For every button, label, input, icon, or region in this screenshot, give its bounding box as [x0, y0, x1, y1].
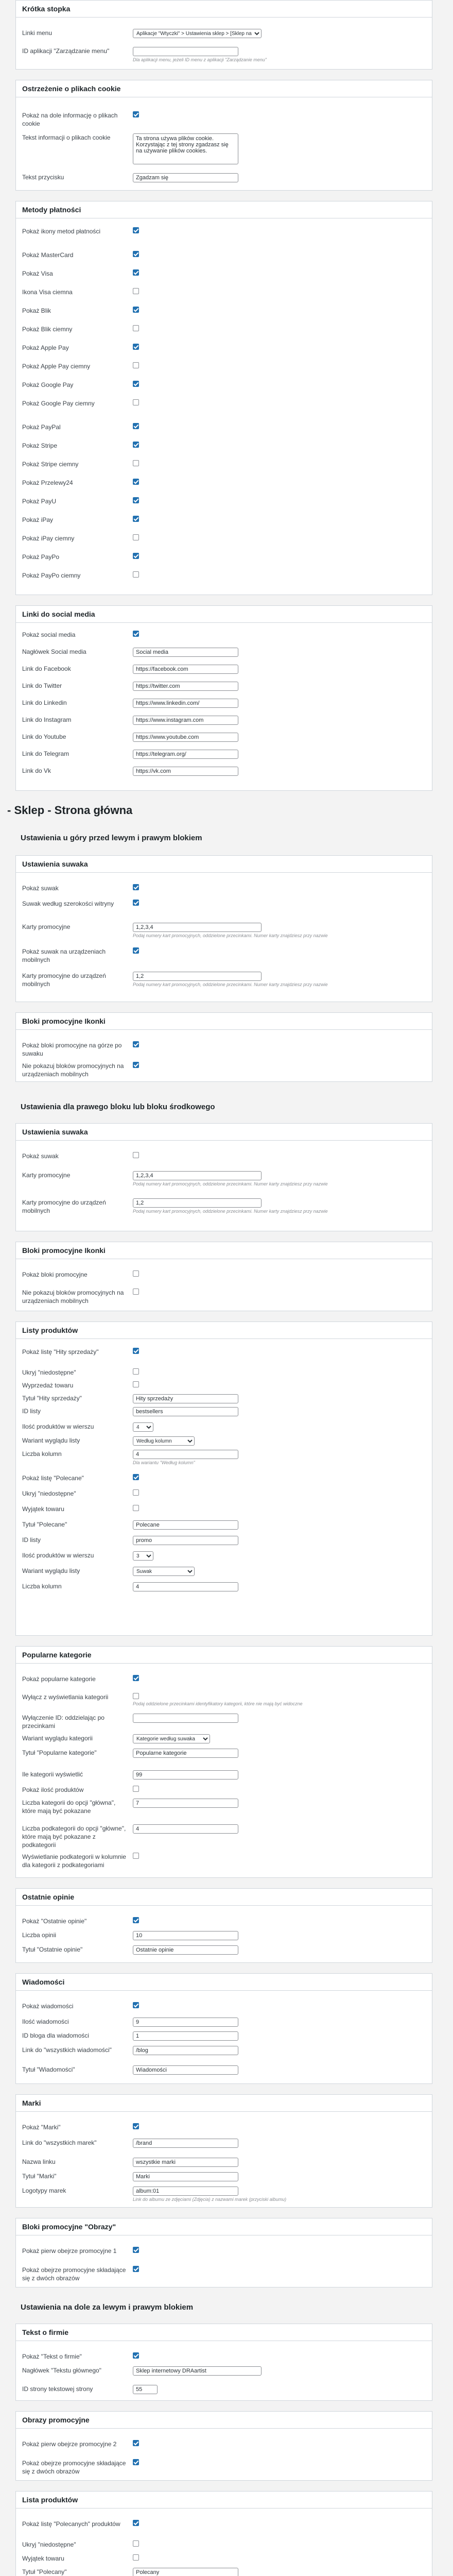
payment-row: [22, 399, 426, 407]
hits-out-checkbox[interactable]: [133, 1381, 139, 1387]
about-panel: [15, 2324, 432, 2401]
payment-label: Pokaż Stripe: [22, 442, 58, 449]
rec-count-label: Ilość produktów w wierszu: [22, 1552, 94, 1559]
links-menu-label: Linki menu: [22, 29, 53, 37]
news-link-input[interactable]: [133, 2046, 238, 2055]
hits-style-select[interactable]: [133, 1436, 195, 1446]
payment-row: [22, 325, 426, 333]
slider-mobile-ids-hint: Podaj numery kart promocyjnych, oddzielone przecinkami. Numer karty znajdziesz przy nazwie: [133, 1209, 328, 1214]
promo-show-checkbox[interactable]: [133, 1041, 139, 1047]
news-link-label: Link do "wszystkich wiadomości": [22, 2046, 112, 2054]
panel-title: Wiadomości: [16, 1974, 432, 1991]
product-list2-panel: [15, 2491, 432, 2576]
social-label: Link do Linkedin: [22, 699, 67, 706]
rec-id-label: ID listy: [22, 1536, 41, 1544]
rec-style-label: Wariant wyglądu listy: [22, 1567, 80, 1574]
slider-show-checkbox[interactable]: [133, 884, 139, 890]
cookie-button-input[interactable]: [133, 173, 238, 182]
promo-icons1-panel: [15, 1012, 432, 1082]
cats-sub-input[interactable]: [133, 1799, 238, 1808]
social-link-input[interactable]: [133, 750, 238, 759]
slider2-panel: [15, 1123, 432, 1231]
payment-checkbox[interactable]: [133, 479, 139, 485]
cookie-show-checkbox[interactable]: [133, 111, 139, 117]
promo-img-show2-checkbox[interactable]: [133, 2459, 139, 2465]
slider-mobile-ids-input[interactable]: [133, 972, 262, 981]
cookie-show-label: Pokaż na dole informację o plikach cookie: [22, 112, 118, 127]
panel-title: Tekst o firmie: [16, 2324, 432, 2341]
payment-label: Pokaż Visa: [22, 270, 53, 277]
slider-width-checkbox[interactable]: [133, 900, 139, 906]
hits-count-label: Ilość produktów w wierszu: [22, 1423, 94, 1430]
pl2-out-label: Wyjątek towaru: [22, 2555, 64, 2562]
promo-icons2-panel: [15, 1242, 432, 1311]
cats-exclude-label: Wyłączenie ID: oddzielając po przecinkami: [22, 1714, 104, 1730]
cats-style-label: Wariant wyglądu kategorii: [22, 1735, 93, 1742]
about-head-input[interactable]: [133, 2366, 262, 2376]
payment-label: Pokaż iPay ciemny: [22, 535, 75, 542]
hits-cols-label: Liczba kolumn: [22, 1450, 62, 1458]
brands-title-label: Tytuł "Marki": [22, 2173, 57, 2180]
promo-img-show2-label: Pokaż obejrze promocyjne składające się z dwóch obrazów: [22, 2266, 126, 2282]
payment-checkbox[interactable]: [133, 423, 139, 429]
rec-title-label: Tytuł "Polecane": [22, 1521, 67, 1528]
news-count-input[interactable]: [133, 2018, 238, 2027]
pl2-title-label: Tytuł "Polecany": [22, 2568, 67, 2575]
reviews-count-input[interactable]: [133, 1931, 238, 1940]
slider-mobile-ids-hint: Podaj numery kart promocyjnych, oddzielone przecinkami. Numer karty znajdziesz przy nazwie: [133, 982, 328, 987]
news-count-label: Ilość wiadomości: [22, 2018, 69, 2025]
app-id-hint: Dla aplikacji menu, jeżeli ID menu z aplikacji "Zarządzanie menu": [133, 57, 267, 62]
slider-mobile-ids-label: Karty promocyjne do urządzeń mobilnych: [22, 972, 106, 988]
promo-img-show-label: Pokaż pierw obejrze promocyjne 2: [22, 2441, 117, 2448]
payment-checkbox[interactable]: [133, 553, 139, 559]
pl2-show-label: Pokaż listę "Polecanych" produktów: [22, 2520, 120, 2528]
shop-home-title: - Sklep - Strona główna: [7, 804, 133, 817]
payment-checkbox[interactable]: [133, 399, 139, 405]
social-row: [22, 631, 426, 638]
cats-sub2-input[interactable]: [133, 1824, 238, 1834]
pl2-hide-label: Ukryj "niedostępne": [22, 2541, 76, 2548]
panel-title: Ostrzeżenie o plikach cookie: [16, 80, 432, 97]
social-label: Nagłówek Social media: [22, 648, 86, 655]
payment-row: [22, 362, 426, 370]
panel-title: Obrazy promocyjne: [16, 2412, 432, 2429]
promo-mobile-label: Nie pokazuj bloków promocyjnych na urządzeniach mobilnych: [22, 1062, 124, 1078]
payment-row: [22, 497, 426, 505]
brands-title-input[interactable]: [133, 2172, 238, 2181]
cookie-button-label: Tekst przycisku: [22, 174, 64, 181]
rec-show-label: Pokaż listę "Polecane": [22, 1475, 84, 1482]
brands-btn-input[interactable]: [133, 2158, 238, 2167]
hits-title-label: Tytuł "Hity sprzedaży": [22, 1395, 82, 1402]
cats-title-input[interactable]: [133, 1749, 238, 1758]
panel-title: Lista produktów: [16, 2492, 432, 2509]
payment-checkbox[interactable]: [133, 307, 139, 313]
payment-checkbox[interactable]: [133, 460, 139, 466]
payment-label: Pokaż PayPo: [22, 553, 60, 561]
rec-cols-label: Liczba kolumn: [22, 1583, 62, 1590]
brands-show-checkbox[interactable]: [133, 2123, 139, 2129]
slider-mobile-checkbox[interactable]: [133, 947, 139, 954]
payment-row: [22, 381, 426, 388]
slider-mobile-label: Pokaż suwak na urządzeniach mobilnych: [22, 948, 106, 963]
cats-show-label: Pokaż popularne kategorie: [22, 1675, 96, 1683]
cats-exclude-input[interactable]: [133, 1714, 238, 1723]
payment-row: [22, 288, 426, 296]
promo-show-checkbox[interactable]: [133, 1270, 139, 1277]
social-label: Link do Youtube: [22, 733, 66, 740]
news-blog-id-input[interactable]: [133, 2031, 238, 2041]
app-id-label: ID aplikacji "Zarządzanie menu": [22, 47, 110, 55]
panel-title: Listy produktów: [16, 1322, 432, 1339]
brands-logo-label: Logotypy marek: [22, 2187, 66, 2194]
social-label: Link do Facebook: [22, 665, 71, 672]
bottom-title: Ustawienia na dole za lewym i prawym blokiem: [21, 2303, 194, 2312]
news-title-label: Tytuł "Wiadomości": [22, 2066, 75, 2073]
news-show-checkbox[interactable]: [133, 2002, 139, 2008]
cookie-panel: [15, 80, 432, 191]
rec-show-checkbox[interactable]: [133, 1474, 139, 1480]
panel-title: Metody płatności: [16, 201, 432, 218]
payment-label: Ikona Visa ciemna: [22, 289, 73, 296]
slider-show-checkbox[interactable]: [133, 1152, 139, 1158]
social-link-input[interactable]: [133, 767, 238, 776]
slider-mobile-ids-input[interactable]: [133, 1198, 262, 1208]
reviews-show-label: Pokaż "Ostatnie opinie": [22, 1918, 87, 1925]
panel-title: Linki do social media: [16, 606, 432, 623]
cats-hide-checkbox[interactable]: [133, 1693, 139, 1699]
social-label: Link do Instagram: [22, 716, 72, 723]
cats-style-select[interactable]: [133, 1734, 210, 1743]
payment-label: Pokaż MasterCard: [22, 251, 74, 259]
promo-img-show2-label: Pokaż obejrze promocyjne składające się z dwóch obrazów: [22, 2460, 126, 2475]
cookie-text-label: Tekst informacji o plikach cookie: [22, 134, 111, 141]
payment-label: Pokaż Przelewy24: [22, 479, 73, 486]
rec-hide-label: Ukryj "niedostępne": [22, 1490, 76, 1497]
cats-count-input[interactable]: [133, 1770, 238, 1780]
links-menu-select[interactable]: [133, 29, 262, 38]
social-label: Pokaż social media: [22, 631, 76, 638]
brands-show-label: Pokaż "Marki": [22, 2124, 61, 2131]
payment-row: [22, 307, 426, 314]
cats-show-checkbox[interactable]: [133, 1675, 139, 1681]
cats-hide-label: Wyłącz z wyświetlania kategorii: [22, 1693, 109, 1701]
cats-dropdown-checkbox[interactable]: [133, 1853, 139, 1859]
panel-title: Marki: [16, 2095, 432, 2112]
payment-label: Pokaż ikony metod płatności: [22, 228, 101, 235]
slider-ids-hint: Podaj numery kart promocyjnych, oddzielone przecinkami. Numer karty znajdziesz przy nazwie: [133, 933, 328, 938]
slider-ids-hint: Podaj numery kart promocyjnych, oddzielone przecinkami. Numer karty znajdziesz przy nazwie: [133, 1181, 328, 1187]
hits-style-label: Wariant wyglądu listy: [22, 1437, 80, 1444]
cats-hide-hint: Podaj oddzielone przecinkami identyfikatory kategorii, które nie mają być widoczne: [133, 1701, 303, 1706]
promo-show-label: Pokaż bloki promocyjne na górze po suwaku: [22, 1042, 122, 1057]
payment-checkbox[interactable]: [133, 442, 139, 448]
hits-hide-label: Ukryj "niedostępne": [22, 1369, 76, 1376]
panel-title: Bloki promocyjne "Obrazy": [16, 2218, 432, 2235]
reviews-title-input[interactable]: [133, 1945, 238, 1955]
promo-mobile-checkbox[interactable]: [133, 1062, 139, 1068]
payment-row: [22, 516, 426, 523]
brands-link-label: Link do "wszystkich marek": [22, 2139, 97, 2146]
payment-label: Pokaż PayPal: [22, 423, 61, 431]
payment-row: [22, 534, 426, 542]
cats-dropdown-label: Wyświetlanie podkategorii w kolumnie dla kategorii z podkategoriami: [22, 1853, 126, 1869]
payment-label: Pokaż Google Pay ciemny: [22, 400, 95, 407]
hits-out-label: Wyprzedaż towaru: [22, 1382, 74, 1389]
social-show-checkbox[interactable]: [133, 631, 139, 637]
payment-row: [22, 227, 426, 235]
product-lists-panel: [15, 1321, 432, 1636]
panel-title: Ostatnie opinie: [16, 1889, 432, 1906]
slider-show-label: Pokaż suwak: [22, 1153, 59, 1160]
reviews-count-label: Liczba opinii: [22, 1931, 57, 1939]
social-panel: [15, 605, 432, 791]
about-id-input[interactable]: [133, 2385, 158, 2394]
payment-label: Pokaż Blik: [22, 307, 51, 314]
panel-title: Ustawienia suwaka: [16, 856, 432, 873]
payment-label: Pokaż Blik ciemny: [22, 326, 73, 333]
slider-mobile-ids-label: Karty promocyjne do urządzeń mobilnych: [22, 1199, 106, 1214]
rec-count-select[interactable]: [133, 1551, 153, 1561]
social-label: Link do Vk: [22, 767, 51, 774]
social-link-input[interactable]: [133, 733, 238, 742]
rec-title-input[interactable]: [133, 1520, 238, 1530]
payment-checkbox[interactable]: [133, 251, 139, 257]
news-show-label: Pokaż wiadomości: [22, 2003, 74, 2010]
slider1-panel: [15, 855, 432, 1002]
promo-img-show-label: Pokaż pierw obejrze promocyjne 1: [22, 2247, 117, 2255]
brands-logo-input[interactable]: [133, 2187, 238, 2196]
payment-checkbox[interactable]: [133, 571, 139, 578]
slider-ids-label: Karty promocyjne: [22, 1172, 71, 1179]
social-link-input[interactable]: [133, 648, 238, 657]
cookie-text-area[interactable]: [133, 133, 238, 164]
slider-show-label: Pokaż suwak: [22, 885, 59, 892]
rec-style-select[interactable]: [133, 1567, 195, 1576]
slider-ids-input[interactable]: [133, 1171, 262, 1180]
payment-row: [22, 344, 426, 351]
promo-img-show-checkbox[interactable]: [133, 2440, 139, 2446]
payment-label: Pokaż Stripe ciemny: [22, 461, 79, 468]
panel-title: Bloki promocyjne Ikonki: [16, 1013, 432, 1030]
right-block-title: Ustawienia dla prawego bloku lub bloku środkowego: [21, 1103, 215, 1111]
reviews-title-label: Tytuł "Ostatnie opinie": [22, 1946, 83, 1953]
payment-label: Pokaż Apple Pay: [22, 344, 69, 351]
payment-checkbox[interactable]: [133, 269, 139, 276]
pl2-hide-checkbox[interactable]: [133, 2540, 139, 2547]
hits-show-checkbox[interactable]: [133, 1348, 139, 1354]
social-link-input[interactable]: [133, 699, 238, 708]
promo-show-label: Pokaż bloki promocyjne: [22, 1271, 88, 1278]
app-id-input[interactable]: [133, 47, 238, 56]
promo-mobile-checkbox[interactable]: [133, 1289, 139, 1295]
payment-row: [22, 442, 426, 449]
cats-count-label: Ile kategorii wyświetlić: [22, 1771, 83, 1778]
payment-label: Pokaż Apple Pay ciemny: [22, 363, 91, 370]
payment-label: Pokaż PayU: [22, 498, 57, 505]
pl2-show-checkbox[interactable]: [133, 2520, 139, 2526]
payment-row: [22, 571, 426, 579]
payment-checkbox[interactable]: [133, 362, 139, 368]
cats-sub2-label: Liczba podkategorii do opcji "główne", które mają być pokazane z podkategorii: [22, 1825, 126, 1849]
top-left-title: Ustawienia u góry przed lewym i prawym blokiem: [21, 834, 202, 842]
payment-checkbox[interactable]: [133, 516, 139, 522]
brands-btn-label: Nazwa linku: [22, 2158, 56, 2165]
payment-checkbox[interactable]: [133, 325, 139, 331]
social-label: Link do Twitter: [22, 682, 62, 689]
slider-width-label: Suwak według szerokości witryny: [22, 900, 114, 907]
payment-label: Pokaż Google Pay: [22, 381, 74, 388]
social-link-input[interactable]: [133, 665, 238, 674]
panel-title: Krótka stopka: [16, 1, 432, 18]
news-title-input[interactable]: [133, 2065, 238, 2075]
panel-title: Ustawienia suwaka: [16, 1124, 432, 1141]
about-show-label: Pokaż "Tekst o firmie": [22, 2353, 82, 2360]
pl2-out-checkbox[interactable]: [133, 2554, 139, 2561]
slider-ids-label: Karty promocyjne: [22, 923, 71, 930]
hits-cols-hint: Dla wariantu "Według kolumn": [133, 1460, 195, 1465]
promo-images-panel: [15, 2218, 432, 2287]
reviews-panel: [15, 1888, 432, 1963]
payments-panel: [15, 201, 432, 595]
cats-prod-checkbox[interactable]: [133, 1786, 139, 1792]
about-head-label: Nagłówek "Tekstu głównego": [22, 2367, 101, 2374]
hits-id-label: ID listy: [22, 1408, 41, 1415]
payment-row: [22, 251, 426, 259]
reviews-show-checkbox[interactable]: [133, 1917, 139, 1923]
hits-id-input[interactable]: [133, 1407, 238, 1416]
rec-cols-input[interactable]: [133, 1582, 238, 1591]
payment-checkbox[interactable]: [133, 381, 139, 387]
payment-row: [22, 479, 426, 486]
hits-show-label: Pokaż listę "Hity sprzedaży": [22, 1348, 99, 1355]
news-blog-id-label: ID bloga dla wiadomości: [22, 2032, 90, 2039]
news-panel: [15, 1973, 432, 2084]
payment-row: [22, 460, 426, 468]
cats-prod-label: Pokaż ilość produktów: [22, 1786, 84, 1793]
about-id-label: ID strony tekstowej strony: [22, 2385, 93, 2393]
payment-checkbox[interactable]: [133, 344, 139, 350]
promo-img-show-checkbox[interactable]: [133, 2247, 139, 2253]
cats-title-label: Tytuł "Popularne kategorie": [22, 1749, 97, 1756]
brands-logo-hint: Link do albumu ze zdjęciami (Zdjęcia) z nazwami marek (przyciski albumu): [133, 2197, 287, 2202]
promo-mobile-label: Nie pokazuj bloków promocyjnych na urządzeniach mobilnych: [22, 1289, 124, 1304]
popular-cats-panel: [15, 1646, 432, 1878]
payment-row: [22, 269, 426, 277]
payment-checkbox[interactable]: [133, 497, 139, 503]
rec-hide-checkbox[interactable]: [133, 1489, 139, 1496]
social-link-input[interactable]: [133, 682, 238, 691]
cats-sub-label: Liczba kategorii do opcji "główna", które mają być pokazane: [22, 1799, 116, 1815]
pl2-title-input[interactable]: [133, 2568, 238, 2576]
panel-title: Popularne kategorie: [16, 1647, 432, 1664]
payment-label: Pokaż iPay: [22, 516, 54, 523]
promo-images2-panel: [15, 2411, 432, 2481]
panel-title: Bloki promocyjne Ikonki: [16, 1242, 432, 1259]
hits-hide-checkbox[interactable]: [133, 1368, 139, 1375]
rec-out-checkbox[interactable]: [133, 1505, 139, 1511]
hits-title-input[interactable]: [133, 1394, 238, 1403]
hits-count-select[interactable]: [133, 1422, 153, 1432]
payment-checkbox[interactable]: [133, 227, 139, 233]
payment-row: [22, 423, 426, 431]
brands-link-input[interactable]: [133, 2139, 238, 2148]
about-show-checkbox[interactable]: [133, 2352, 139, 2359]
slider-ids-input[interactable]: [133, 923, 262, 932]
payment-row: [22, 553, 426, 561]
payment-label: Pokaż PayPo ciemny: [22, 572, 81, 579]
rec-out-label: Wyjątek towaru: [22, 1505, 64, 1513]
payment-checkbox[interactable]: [133, 534, 139, 540]
social-label: Link do Telegram: [22, 750, 69, 757]
hits-cols-input[interactable]: [133, 1450, 238, 1459]
rec-id-input[interactable]: [133, 1536, 238, 1545]
payment-checkbox[interactable]: [133, 288, 139, 294]
footer-short-panel: [15, 0, 432, 70]
social-link-input[interactable]: [133, 716, 238, 725]
promo-img-show2-checkbox[interactable]: [133, 2266, 139, 2272]
brands-panel: [15, 2094, 432, 2208]
